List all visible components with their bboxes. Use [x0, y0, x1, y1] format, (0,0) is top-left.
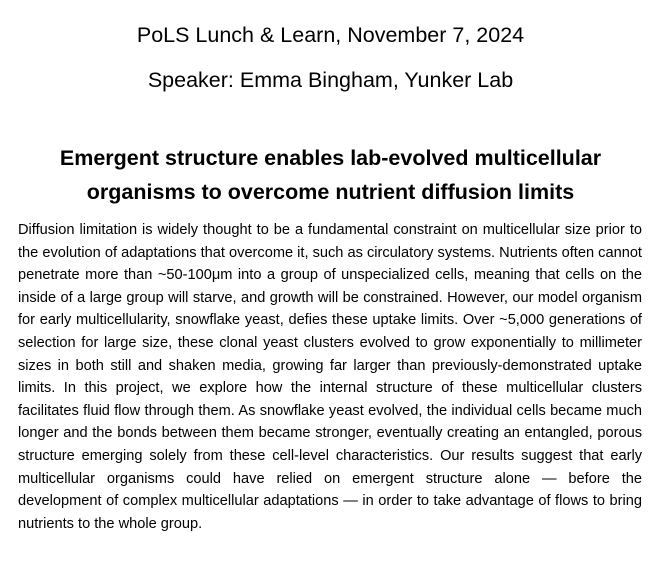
talk-title: Emergent structure enables lab-evolved multicellular organisms to overcome nutrient diffusion limits — [59, 146, 602, 204]
speaker-line: Speaker: Emma Bingham, Yunker Lab — [147, 68, 514, 92]
event-heading: PoLS Lunch & Learn, November 7, 2024 — [136, 23, 525, 47]
talk-abstract: Diffusion limitation is widely thought to be a fundamental constraint on multicellular size prior to the evolution of adaptations that overcome it, such as circulatory systems. Nutrients often cannot penetrate more than ~50-100μm into a group of unspecialized cells, meaning that cells on the inside of a large group will starve, and growth will be constrained. However, our model organism for early multicellularity, snowflake yeast, defies these uptake limits. Over ~5,000 generations of selection for large size, these clonal yeast clusters evolved to grow exponentially to millimeter sizes in both still and shaken media, growing far larger than previously-demonstrated uptake limits. In this project, we explore how the internal structure of these multicellular clusters facilitates fluid flow through them. As snowflake yeast evolved, the individual cells became much longer and the bonds between them became stronger, eventually creating an entangled, porous structure emerging solely from these cell-level characteristics. Our results suggest that early multicellular organisms could have relied on emergent structure alone — before the development of complex multicellular adaptations — in order to take advantage of flows to bring nutrients to the whole group. — [18, 222, 642, 532]
